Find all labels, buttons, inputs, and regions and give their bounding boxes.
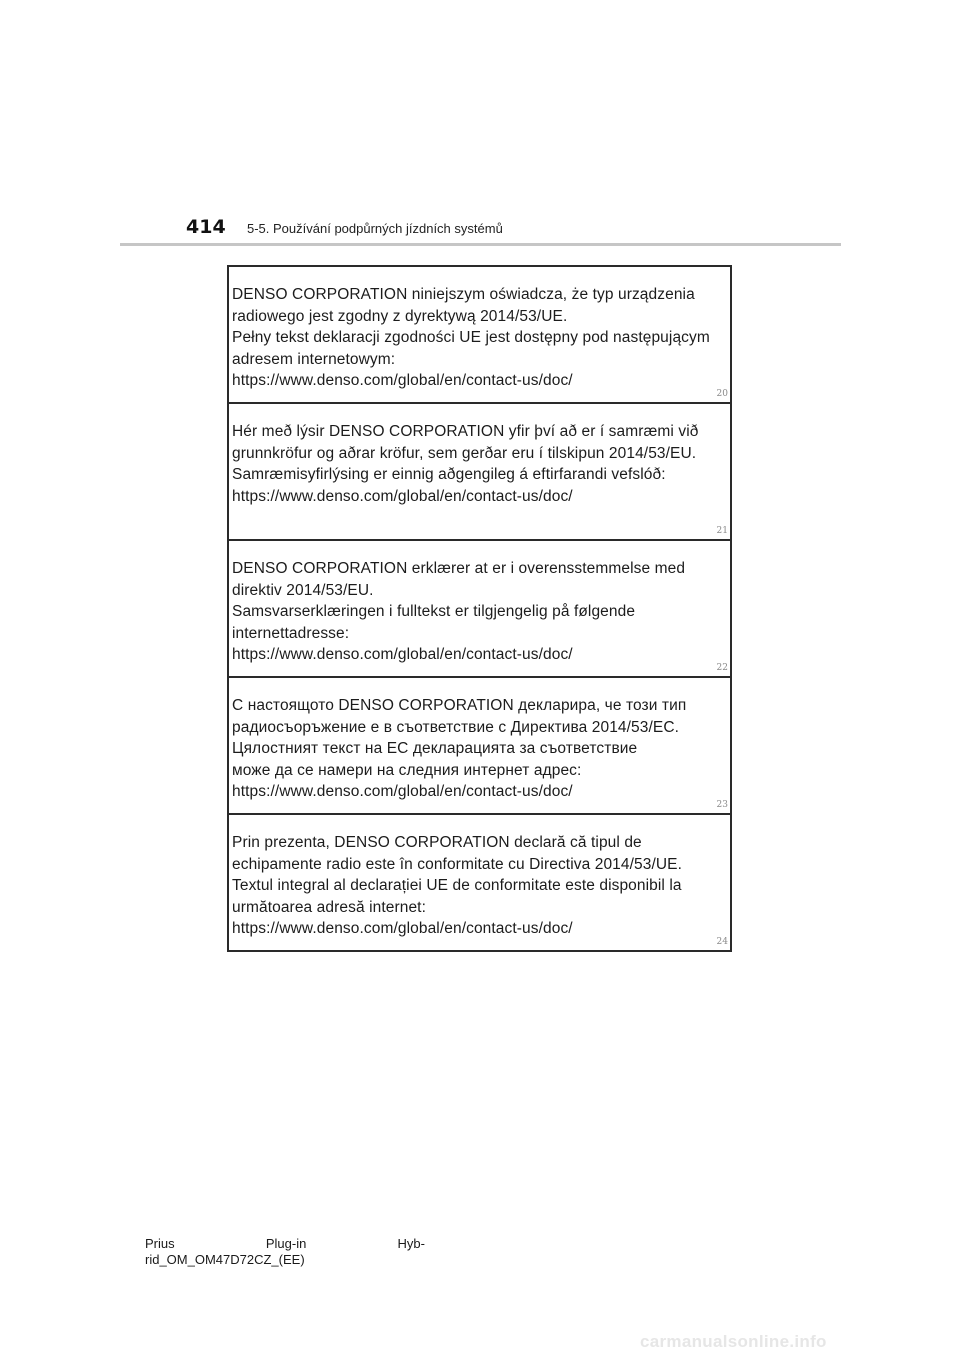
declaration-norwegian [229, 541, 730, 678]
footer-line-1 [145, 1236, 425, 1252]
declaration-index: 20 [716, 389, 728, 399]
declaration-text[interactable]: DENSO CORPORATION niniejszym oświadcza, że typ urządzenia radiowego jest zgodny z dyrektywą 2014/53/UE. Pełny tekst deklaracji zgodności UE jest dostępny pod następującym adresem internetowym: https://www.denso.com/global/en/contact-us/doc/ [232, 286, 710, 389]
declaration-polish [229, 267, 730, 404]
declaration-index: 24 [716, 937, 728, 947]
footer-word: Hyb- [397, 1236, 425, 1251]
declaration-romanian [229, 815, 730, 950]
declaration-index: 21 [716, 526, 728, 536]
footer-word: Prius [145, 1236, 175, 1251]
declaration-text[interactable]: С настоящото DENSO CORPORATION декларира, че този тип радиосъоръжение е в съответствие с Директива 2014/53/ЕС. Цялостният текст на ЕС декларацията за съответствие може да се намери на следния интернет адрес: https://www.denso.com/global/en/contact-us/doc/ [232, 697, 687, 800]
page-number: 414 [186, 216, 226, 238]
footer-word: Plug-in [265, 1236, 307, 1251]
declaration-table [227, 265, 732, 952]
declaration-text[interactable]: DENSO CORPORATION erklærer at er i overensstemmelse med direktiv 2014/53/EU. Samsvarserklæringen i fulltekst er tilgjengelig på følgende internettadresse: https://www.denso.com/global/en/contact-us/doc/ [232, 560, 686, 663]
declaration-icelandic [229, 404, 730, 541]
declaration-bulgarian [229, 678, 730, 815]
watermark: carmanualsonline.info [640, 1332, 827, 1351]
footer-document-id [145, 1236, 425, 1268]
declaration-index: 23 [716, 800, 728, 810]
declaration-index: 22 [716, 663, 728, 673]
header-divider [120, 243, 841, 246]
declaration-text[interactable]: Prin prezenta, DENSO CORPORATION declară că tipul de echipamente radio este în conformitate cu Directiva 2014/53/UE. Textul integral al declarației UE de conformitate este disponibil la următoarea adresă internet: https://www.denso.com/global/en/contact-us/doc/ [232, 834, 683, 937]
footer-line-2: rid_OM_OM47D72CZ_(EE) [145, 1252, 305, 1267]
declaration-text[interactable]: Hér með lýsir DENSO CORPORATION yfir því að er í samræmi við grunnkröfur og aðrar kröfur, sem gerðar eru í tilskipun 2014/53/EU. Samræmisyfirlýsing er einnig aðgengileg á eftirfarandi vefslóð: https://www.denso.com/global/en/contact-us/doc/ [232, 423, 699, 505]
section-title: 5-5. Používání podpůrných jízdních systémů [247, 221, 503, 236]
